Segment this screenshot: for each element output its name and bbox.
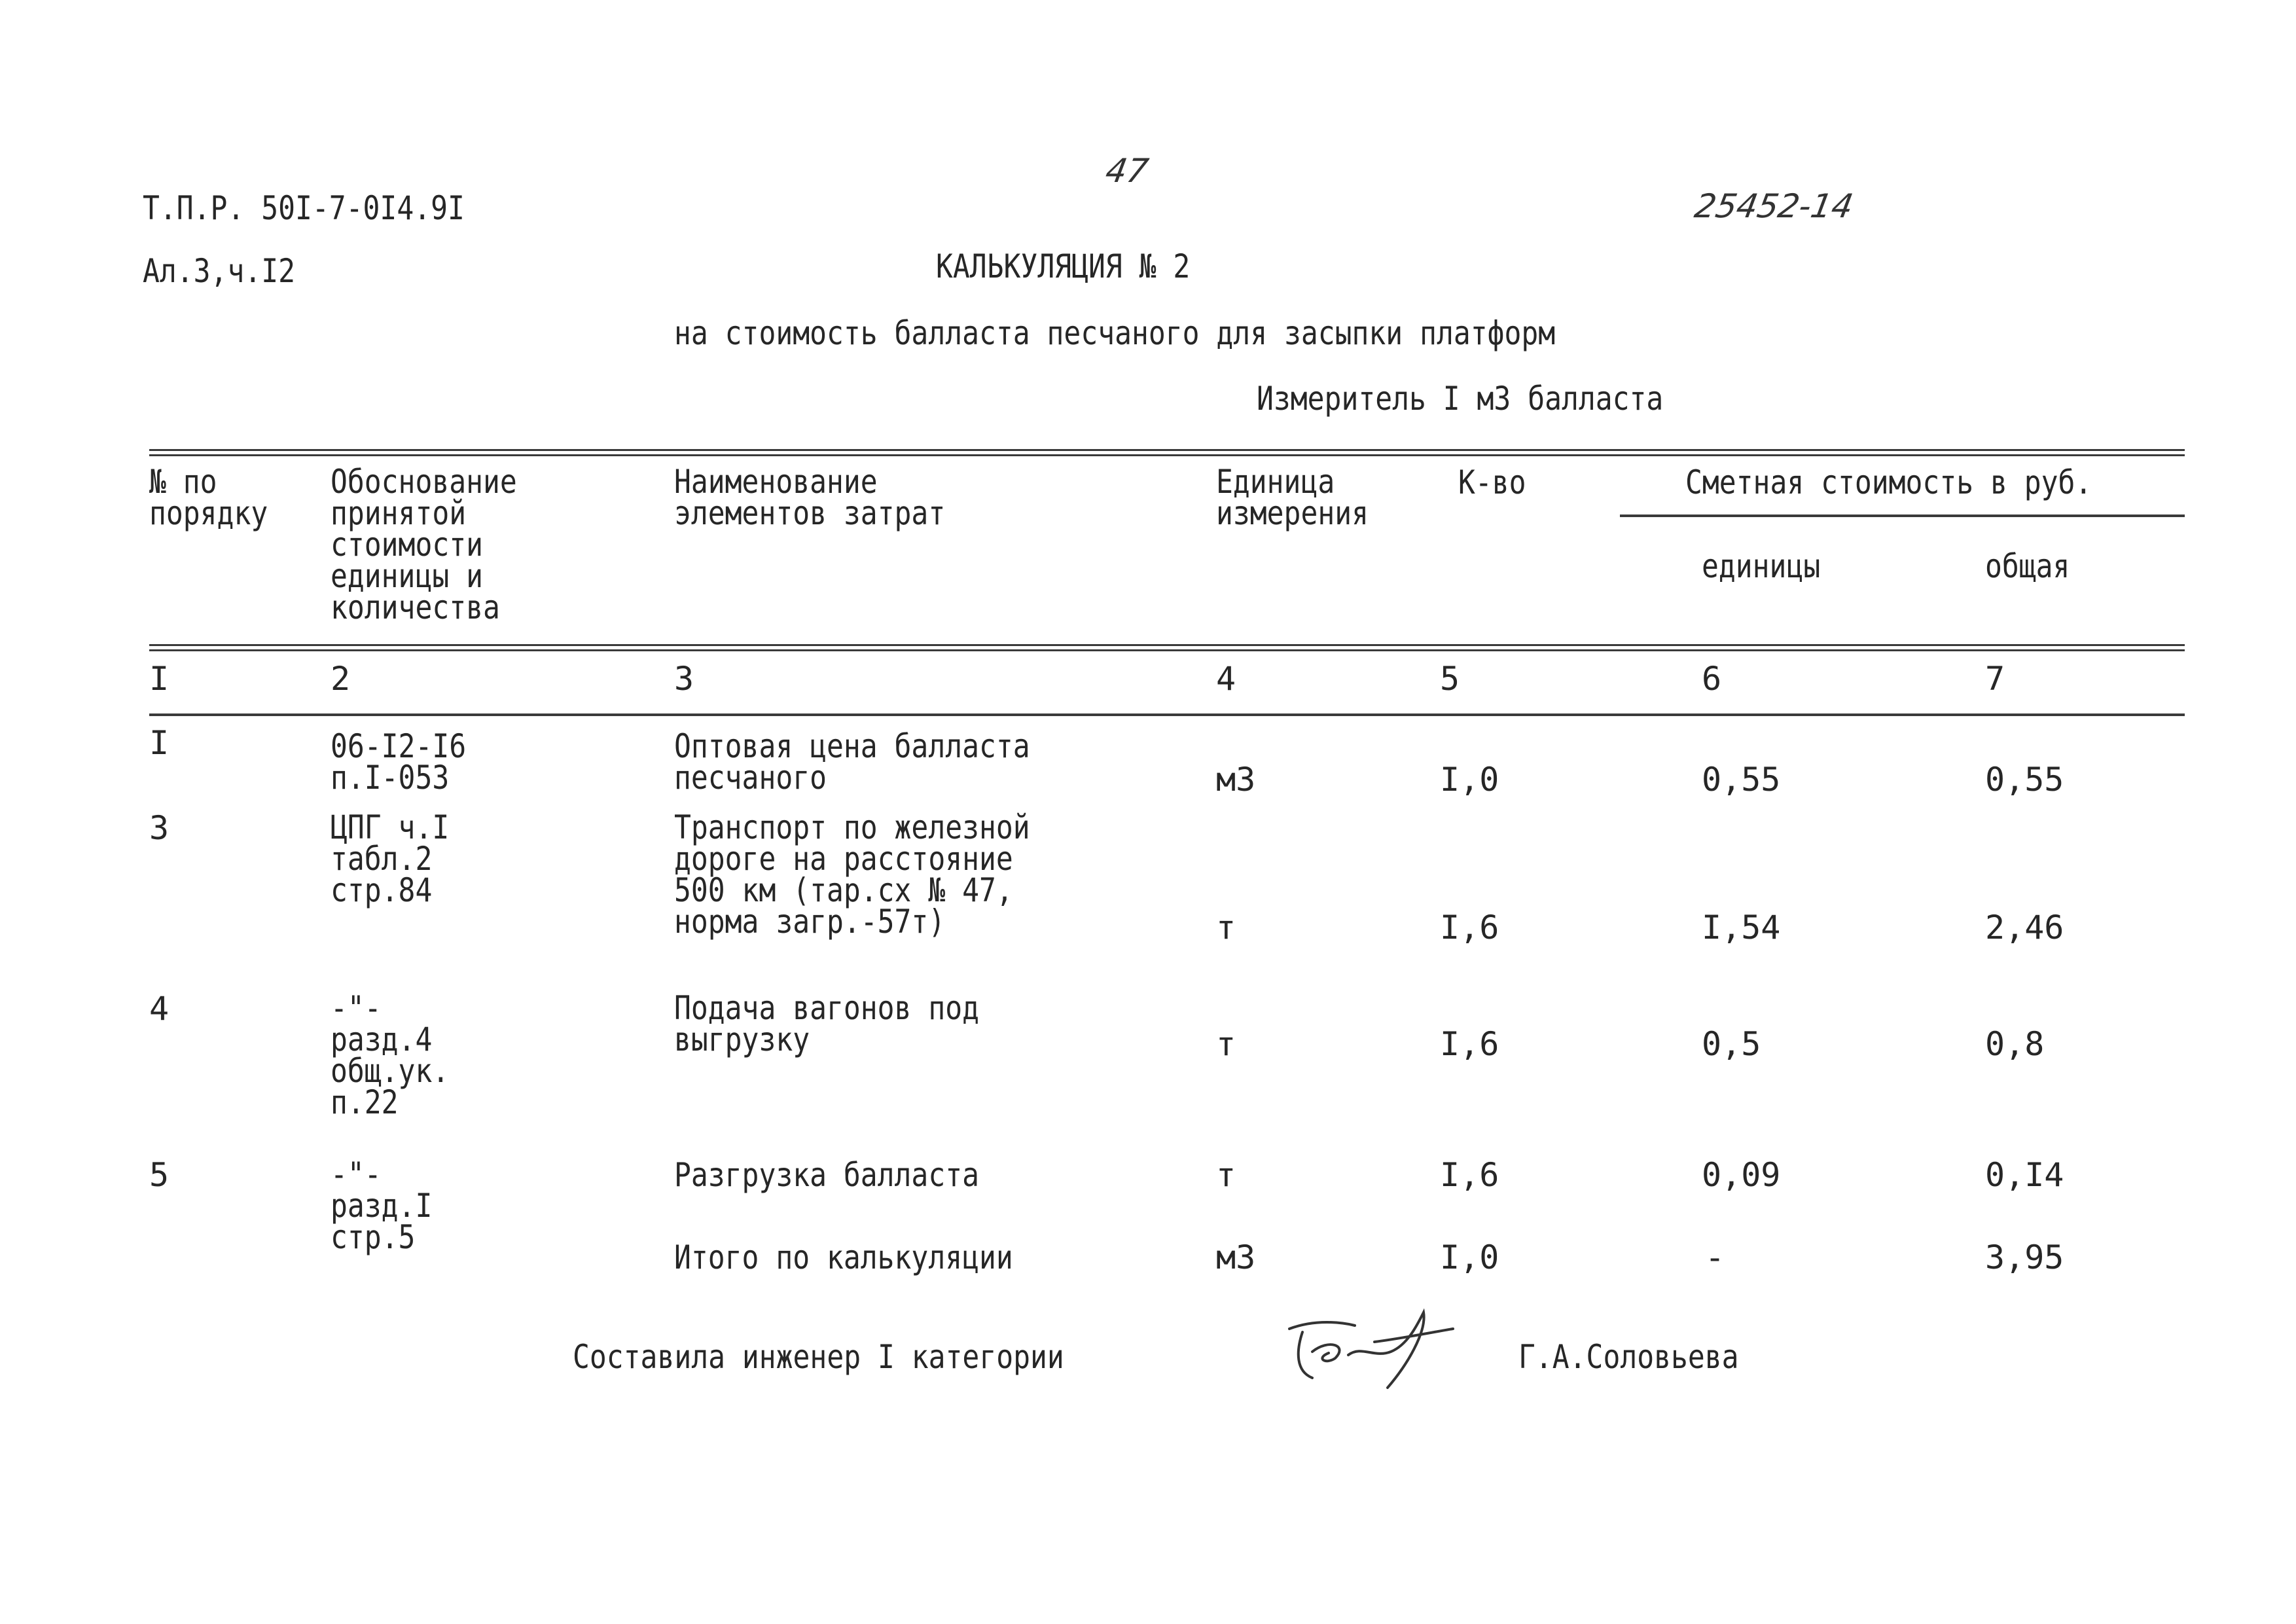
row-name: Транспорт по железной дороге на расстояние 500 км (тар.сх № 47, норма загр.-57т) (674, 808, 1030, 941)
row-qty: I,6 (1440, 1025, 1499, 1063)
row-basis: -"- разд.4 общ.ук. п.22 (331, 989, 450, 1121)
measure-unit: Измеритель I м3 балласта (1257, 380, 1664, 418)
archive-number: 25452-14 (1691, 187, 1856, 225)
document-code (143, 161, 517, 290)
table-top-rule (149, 449, 2185, 456)
row-qty: I,0 (1440, 761, 1499, 799)
row-unit: м3 (1216, 761, 1256, 799)
total-label: Итого по калькуляции (674, 1238, 1013, 1276)
row-no: 5 (149, 1156, 170, 1194)
total-unit: м3 (1216, 1238, 1256, 1276)
row-total: 2,46 (1985, 909, 2064, 947)
total-sum: 3,95 (1985, 1238, 2064, 1276)
total-unit-cost: - (1705, 1238, 1725, 1276)
header-unit: Единица измерения (1216, 463, 1369, 532)
row-basis: -"- разд.I стр.5 (331, 1155, 433, 1256)
row-unit: т (1216, 1025, 1236, 1063)
row-total: 0,I4 (1985, 1156, 2064, 1194)
header-no: № по порядку (149, 463, 268, 532)
row-qty: I,6 (1440, 1156, 1499, 1194)
row-total: 0,8 (1985, 1025, 2045, 1063)
column-number: 2 (331, 660, 351, 698)
row-unit-cost: 0,5 (1702, 1025, 1761, 1063)
row-basis: 06-I2-I6 п.I-053 (331, 727, 467, 797)
column-number: I (149, 660, 170, 698)
row-unit: т (1216, 909, 1236, 947)
header-total-cost: общая (1985, 547, 2070, 585)
header-unit-cost: единицы (1702, 547, 1821, 585)
row-unit-cost: 0,09 (1702, 1156, 1781, 1194)
row-unit: т (1216, 1156, 1236, 1194)
row-name: Подача вагонов под выгрузку (674, 989, 979, 1058)
signer-name: Г.А.Соловьева (1518, 1338, 1739, 1376)
column-number: 6 (1702, 660, 1722, 698)
column-number: 7 (1985, 660, 2005, 698)
header-basis: Обоснование принятой стоимости единицы и количества (331, 463, 517, 626)
row-no: 3 (149, 809, 170, 847)
row-no: 4 (149, 990, 170, 1028)
column-number: 3 (674, 660, 694, 698)
document-title: КАЛЬКУЛЯЦИЯ № 2 (936, 247, 1191, 285)
row-no: I (149, 724, 170, 762)
document-subtitle: на стоимость балласта песчаного для засыпки платформ (674, 314, 1556, 352)
header-cost-group: Сметная стоимость в руб. (1685, 463, 2092, 501)
row-name: Разгрузка балласта (674, 1156, 979, 1194)
row-unit-cost: I,54 (1702, 909, 1781, 947)
column-number: 5 (1440, 660, 1460, 698)
header-bottom-rule (149, 644, 2185, 651)
column-number: 4 (1216, 660, 1236, 698)
row-name: Оптовая цена балласта песчаного (674, 727, 1030, 797)
header-name: Наименование элементов затрат (674, 463, 946, 532)
row-basis: ЦПГ ч.I табл.2 стр.84 (331, 808, 450, 909)
total-qty: I,0 (1440, 1238, 1499, 1276)
page-number: 47 (1102, 152, 1151, 190)
column-numbers-rule (149, 713, 2185, 716)
cost-group-rule (1620, 514, 2185, 517)
compiled-by-label: Составила инженер I категории (573, 1338, 1064, 1376)
document-code-line1: Т.П.Р. 50I-7-0I4.9I (143, 189, 465, 227)
row-total: 0,55 (1985, 761, 2064, 799)
row-unit-cost: 0,55 (1702, 761, 1781, 799)
header-qty: К-во (1458, 463, 1526, 501)
signature-icon (1276, 1293, 1492, 1398)
row-qty: I,6 (1440, 909, 1499, 947)
document-code-line2: Ал.3,ч.I2 (143, 252, 296, 290)
